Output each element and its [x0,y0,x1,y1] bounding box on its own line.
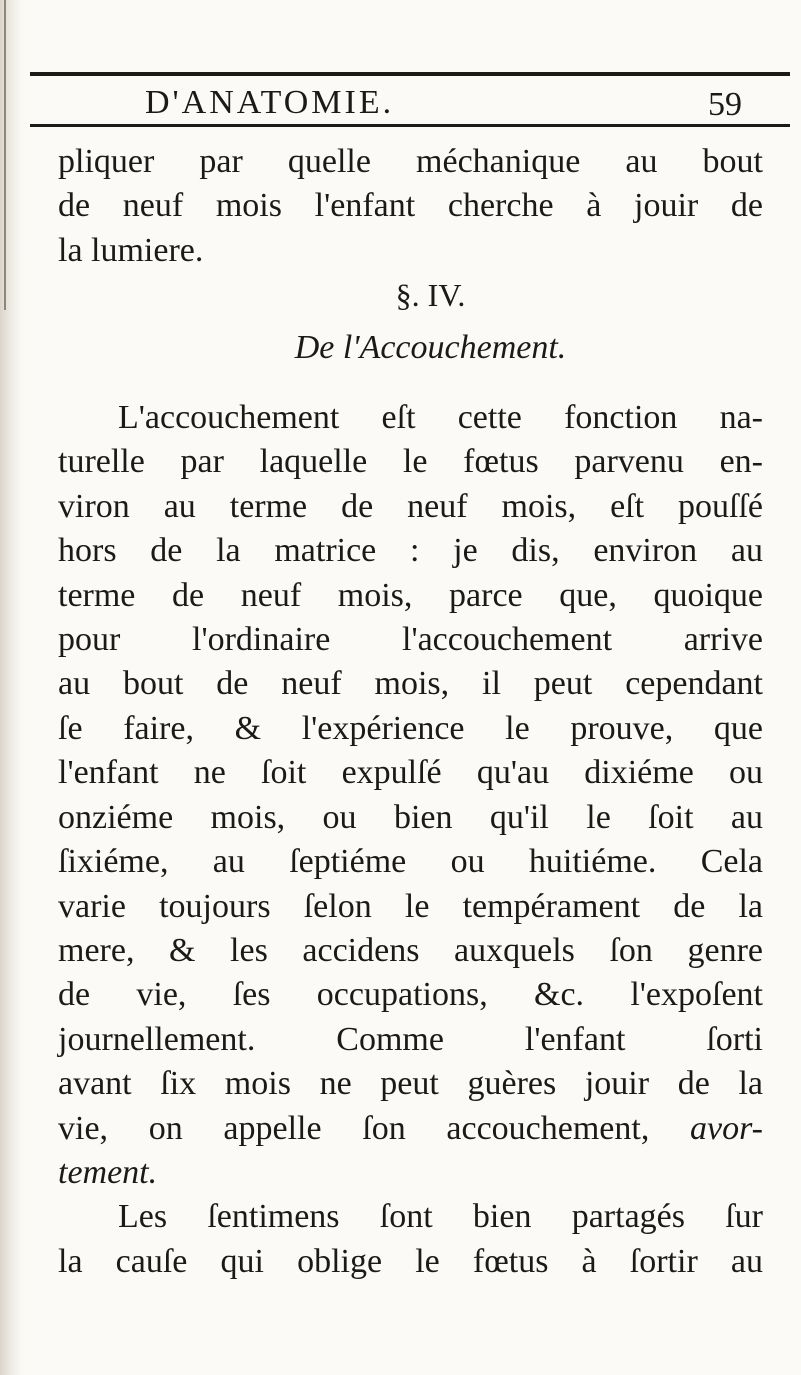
text-line: L'accouchement eſt cette fonction na- [118,399,763,437]
italic-term-end: tement. [58,1153,158,1191]
text-line-roman: vie, on appelle ſon accouchement, [58,1109,650,1147]
text-line: ſe faire, & l'expérience le prouve, que [58,709,763,747]
page-number: 59 [708,86,742,123]
head-rule-top [30,72,790,76]
text-line: de vie, ſes occupations, &c. l'expoſent [58,976,763,1014]
text-line: viron au terme de neuf mois, eſt pouſſé [58,487,763,525]
section-title: De l'Accouchement. [294,328,567,366]
section-number: §. IV. [395,277,466,314]
text-line [58,1107,763,1151]
text-line: au bout de neuf mois, il peut cependant [58,665,763,703]
text-line: la cauſe qui oblige le fœtus à ſortir au [58,1242,763,1280]
text-line: avant ſix mois ne peut guères jouir de la [58,1065,763,1103]
head-rule-bottom [30,124,790,127]
running-head-title: D'ANATOMIE. [145,84,395,121]
text-line: pliquer par quelle méchanique au bout [58,143,763,180]
page-gutter-edge [4,0,6,310]
italic-term: avor- [690,1109,763,1147]
text-line: turelle par laquelle le fœtus parvenu en- [58,443,763,481]
text-line: mere, & les accidens auxquels ſon genre [58,931,763,969]
text-line: ſixiéme, au ſeptiéme ou huitiéme. Cela [58,843,763,881]
text-line: terme de neuf mois, parce que, quoique [58,576,763,614]
text-line: onziéme mois, ou bien qu'il le ſoit au [58,798,763,836]
text-line: varie toujours ſelon le tempérament de la [58,887,763,925]
text-line: hors de la matrice : je dis, environ au [58,532,763,570]
text-line: la lumiere. [58,231,204,269]
running-head [30,62,790,132]
body-text [58,140,763,1284]
text-line: l'enfant ne ſoit expulſé qu'au dixiéme ou [58,754,763,792]
text-line: de neuf mois l'enfant cherche à jouir de [58,187,763,225]
text-line: pour l'ordinaire l'accouchement arrive [58,621,763,659]
text-line: journellement. Comme l'enfant ſorti [58,1020,763,1058]
text-line: Les ſentimens ſont bien partagés ſur [118,1198,763,1236]
